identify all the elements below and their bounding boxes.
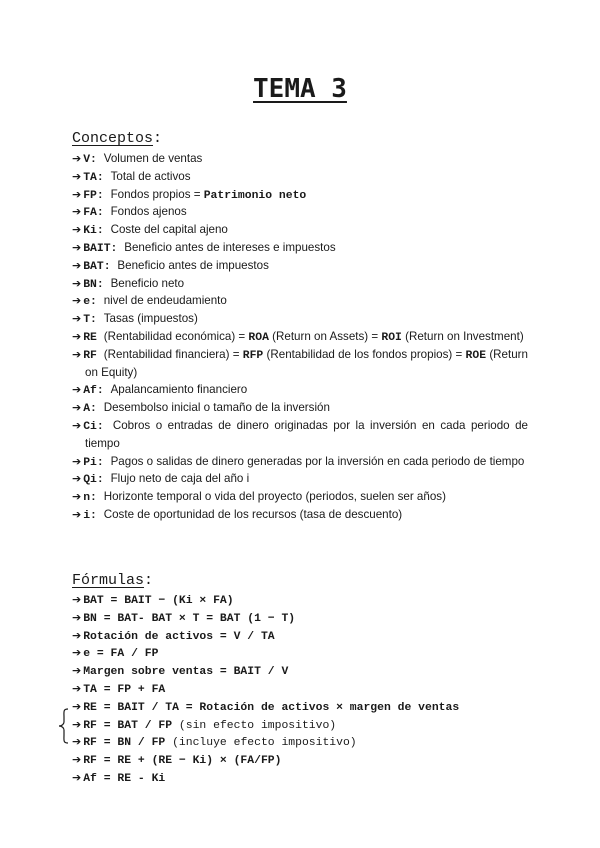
concept-desc: Fondos propios =	[110, 187, 204, 201]
formula-text: BN = BAT- BAT × T = BAT (1 − T)	[83, 612, 296, 625]
concept-item	[72, 276, 528, 294]
concept-desc: Beneficio neto	[110, 276, 185, 290]
arrow-icon: ➔	[72, 418, 82, 432]
arrow-icon: ➔	[72, 205, 82, 219]
arrow-icon: ➔	[72, 664, 82, 678]
formula-item	[72, 681, 528, 699]
concept-desc: Coste del capital ajeno	[110, 223, 228, 237]
concept-item	[72, 169, 528, 187]
concept-desc: Coste de oportunidad de los recursos (tasa de descuento)	[103, 507, 403, 521]
arrow-icon: ➔	[72, 240, 82, 254]
concept-bold: ROI	[381, 331, 402, 344]
formula-item	[72, 734, 528, 752]
concept-desc: (Return on Equity)	[85, 347, 528, 379]
concept-desc: (Return on Investment)	[401, 329, 524, 343]
concept-item	[72, 151, 528, 169]
arrow-icon: ➔	[72, 383, 82, 397]
concept-code: RF	[83, 349, 97, 362]
arrow-icon: ➔	[72, 717, 82, 731]
formula-text: Margen sobre ventas = BAIT / V	[83, 666, 289, 679]
curly-brace-icon	[58, 708, 70, 744]
concept-desc: (Rentabilidad financiera) =	[103, 347, 243, 361]
arrow-icon: ➔	[72, 507, 82, 521]
concept-item	[72, 489, 528, 507]
arrow-icon: ➔	[72, 699, 82, 713]
arrow-icon: ➔	[72, 169, 82, 183]
formula-text: RF = BN / FP	[83, 737, 166, 750]
formula-item	[72, 592, 528, 610]
concept-code: BN:	[83, 278, 104, 291]
concept-desc: Beneficio antes de intereses e impuestos	[124, 240, 336, 254]
concept-code: BAT:	[83, 260, 111, 273]
formulas-heading: Fórmulas:	[72, 572, 154, 589]
concept-desc: Cobros o entradas de dinero originadas por la inversión en cada periodo de tiempo	[85, 418, 529, 450]
arrow-icon: ➔	[72, 276, 82, 290]
conceptos-heading: Conceptos:	[72, 130, 163, 147]
concept-code: FA:	[83, 207, 104, 220]
concept-item	[72, 258, 528, 276]
concept-code: T:	[83, 314, 97, 327]
arrow-icon: ➔	[72, 258, 82, 272]
concept-desc: (Rentabilidad de los fondos propios) =	[263, 347, 466, 361]
concept-code: V:	[83, 154, 97, 166]
concept-bold: Patrimonio neto	[203, 189, 307, 202]
formulas-list	[72, 592, 528, 788]
concept-desc: nivel de endeudamiento	[103, 294, 227, 308]
arrow-icon: ➔	[72, 472, 82, 486]
concept-desc: Total de activos	[110, 169, 191, 183]
concept-item	[72, 471, 528, 489]
concept-item	[72, 240, 528, 258]
concept-desc: Tasas (impuestos)	[103, 312, 198, 326]
formula-item	[72, 770, 528, 788]
concept-item	[72, 347, 528, 383]
arrow-icon: ➔	[72, 223, 82, 237]
concept-desc: (Return on Assets) =	[268, 329, 382, 343]
concept-code: Ci:	[83, 420, 104, 433]
formulas-heading-text: Fórmulas	[72, 572, 145, 589]
concept-bold: ROE	[465, 349, 487, 362]
conceptos-list	[72, 151, 528, 525]
arrow-icon: ➔	[72, 294, 82, 308]
formula-text: RF = RE + (RE − Ki) × (FA/FP)	[83, 755, 282, 768]
formula-text: BAT = BAIT − (Ki × FA)	[83, 595, 234, 607]
concept-code: Ki:	[83, 225, 104, 238]
formula-note: (sin efecto impositivo)	[172, 719, 337, 732]
arrow-icon: ➔	[72, 490, 82, 504]
concept-desc: Desembolso inicial o tamaño de la inversión	[103, 401, 330, 415]
concept-item	[72, 222, 528, 240]
arrow-icon: ➔	[72, 312, 82, 326]
arrow-icon: ➔	[72, 681, 82, 695]
page-title: TEMA 3	[253, 74, 347, 104]
concept-item	[72, 400, 528, 418]
concept-desc: Flujo neto de caja del año i	[110, 472, 250, 486]
formula-note: (incluye efecto impositivo)	[165, 737, 357, 750]
arrow-icon: ➔	[72, 187, 82, 201]
concept-item	[72, 454, 528, 472]
arrow-icon: ➔	[72, 770, 82, 784]
concept-code: TA:	[83, 171, 104, 184]
concept-item	[72, 507, 528, 525]
formula-text: Rotación de activos = V / TA	[83, 630, 275, 643]
formula-item	[72, 699, 528, 717]
concept-desc: Volumen de ventas	[103, 152, 203, 165]
formula-text: Af = RE - Ki	[83, 772, 166, 785]
concept-desc: (Rentabilidad económica) =	[103, 329, 249, 343]
formula-text: TA = FP + FA	[83, 683, 166, 696]
concept-bold: ROA	[248, 331, 269, 344]
concept-bold: RFP	[242, 349, 264, 362]
concept-desc: Apalancamiento financiero	[110, 383, 248, 397]
concept-code: RE	[83, 331, 97, 344]
arrow-icon: ➔	[72, 593, 82, 606]
concept-item	[72, 382, 528, 400]
concept-code: Pi:	[83, 456, 104, 469]
concept-code: BAIT:	[83, 242, 118, 255]
concept-desc: Fondos ajenos	[110, 205, 187, 219]
concept-desc: Beneficio antes de impuestos	[117, 258, 269, 272]
concept-item	[72, 329, 528, 347]
formula-item	[72, 628, 528, 646]
concept-item	[72, 204, 528, 222]
formula-item	[72, 717, 528, 735]
concept-code: A:	[83, 403, 97, 416]
formula-text: e = FA / FP	[83, 648, 159, 661]
arrow-icon: ➔	[72, 610, 82, 624]
arrow-icon: ➔	[72, 401, 82, 415]
arrow-icon: ➔	[72, 753, 82, 767]
arrow-icon: ➔	[72, 347, 82, 361]
arrow-icon: ➔	[72, 152, 82, 165]
formula-item	[72, 663, 528, 681]
concept-code: i:	[83, 509, 97, 522]
concept-item	[72, 311, 528, 329]
concept-code: Qi:	[83, 474, 104, 487]
arrow-icon: ➔	[72, 628, 82, 642]
formula-item	[72, 752, 528, 770]
concept-desc: Pagos o salidas de dinero generadas por la inversión en cada periodo de tiempo	[110, 454, 525, 468]
formula-item	[72, 610, 528, 628]
conceptos-heading-text: Conceptos	[72, 130, 154, 147]
concept-desc: Horizonte temporal o vida del proyecto (periodos, suelen ser años)	[103, 490, 446, 504]
formula-text: RE = BAIT / TA = Rotación de activos × margen de ventas	[83, 701, 460, 714]
formula-item	[72, 645, 528, 663]
concept-code: Af:	[83, 385, 104, 398]
arrow-icon: ➔	[72, 454, 82, 468]
formula-text: RF = BAT / FP	[83, 719, 173, 732]
arrow-icon: ➔	[72, 735, 82, 749]
arrow-icon: ➔	[72, 329, 82, 343]
concept-item	[72, 293, 528, 311]
concept-code: n:	[83, 492, 97, 505]
concept-item	[72, 418, 528, 454]
arrow-icon: ➔	[72, 646, 82, 660]
concept-item	[72, 187, 528, 205]
concept-code: e:	[83, 296, 97, 309]
concept-code: FP:	[83, 189, 104, 202]
